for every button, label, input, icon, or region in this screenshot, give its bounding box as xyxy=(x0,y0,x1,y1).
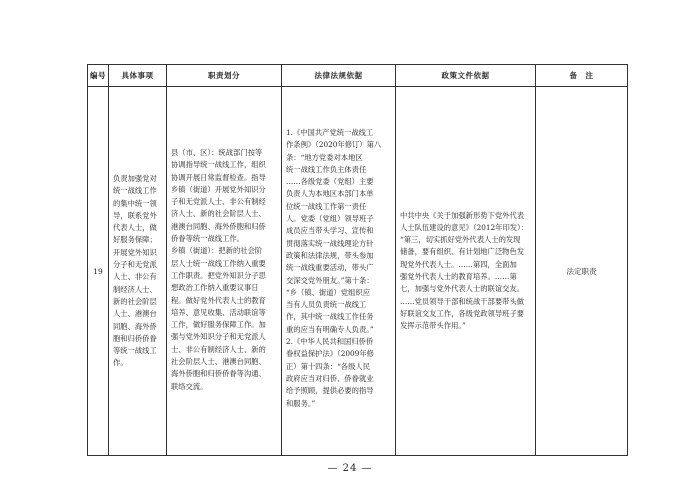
row-number xyxy=(88,87,109,455)
row-item-text: 负责加强党对 统一战线工作 的集中统一领 导，联系党外 代表人士，做 好服务保障； 开展党外知识 分子和无党派 人士、非公有 制经济人士、 新的社会阶层 人士、港澳台 同胞、海外侨 胞和归侨侨眷 等统一战线工 作。 xyxy=(113,174,157,368)
row-duty xyxy=(167,87,282,455)
header-note: 备 注 xyxy=(536,65,627,87)
header-duty: 职责划分 xyxy=(167,65,282,87)
row-item xyxy=(109,87,167,455)
row-law xyxy=(282,87,396,455)
page-number: — 24 — xyxy=(327,463,373,474)
row-law-text: 1.《中国共产党统一战线工 作条例》（2020年修订）第八 条：“地方党委对本地区 统一战线工作负主体责任 ……各级党委（党组）主要 负责人为本地区本部门本单 位统一战线工作第一责任 人。党委（党组）领导班子 成员应当带头学习、宣传和 贯彻落实统一战线理论方针 政策和法律法规，带头参加 统一战线重要活动，带头广 交深交党外朋友。”第十条： “乡（镇、街道）党组织应 当有人员负责统一战线工 作，其中统一战线工作任务 重的应当有明确专人负责。” 2.《中华人民共和国归侨侨 眷权益保护法》（2009年修 正）第十四条：“各级人民 政府应当对归侨、侨眷就业 给予照顾，提供必要的指导 和服务。” xyxy=(286,128,382,408)
row-policy-text: 中共中央《关于加强新形势下党外代表 人士队伍建设的意见》（2012年印发）： “第三，切实抓好党外代表人士的发现 储备，要有组织、有计划地广泛物色发 现党外代表人士。……第四，全面加 强党外代表人士的教育培养。……第 七，加强与党外代表人士的联谊交友。 ……党员领导干部和统战干部要带头做 好联谊交友工作，各级党政领导班子要 发挥示范带头作用。” xyxy=(400,210,529,331)
header-item: 具体事项 xyxy=(109,65,167,87)
row-policy xyxy=(396,87,536,455)
row-note xyxy=(536,87,627,455)
row-number-text: 19 xyxy=(93,266,103,276)
row-note-text: 法定职责 xyxy=(566,266,597,276)
header-law: 法律法规依据 xyxy=(282,65,396,87)
responsibility-table xyxy=(87,64,628,456)
header-number: 编号 xyxy=(88,65,109,87)
header-policy: 政策文件依据 xyxy=(396,65,536,87)
row-duty-text: 县（市、区）：统战部门按等 协调指导统一战线工作，组织 协调开展日常监督检查。指导 乡镇（街道）开展党外知识分 子和无党派人士、非公有制经 济人士、新的社会阶层人士、 港澳台同胞、海外侨胞和归侨 侨眷等统一战线工作。 乡镇（街道）：把新的社会阶 层人士统一战线工作纳入重要 工作职责。把党外知识分子思 想政治工作纳入重要议事日 程。做好党外代表人士的教育 培养、意见收集、活动联谊等 工作，做好服务保障工作。加 强与党外知识分子和无党派人 士、非公有制经济人士、新的 社会阶层人士、港澳台同胞、 海外侨胞和归侨侨眷等沟通、 联络交流。 xyxy=(171,148,266,391)
